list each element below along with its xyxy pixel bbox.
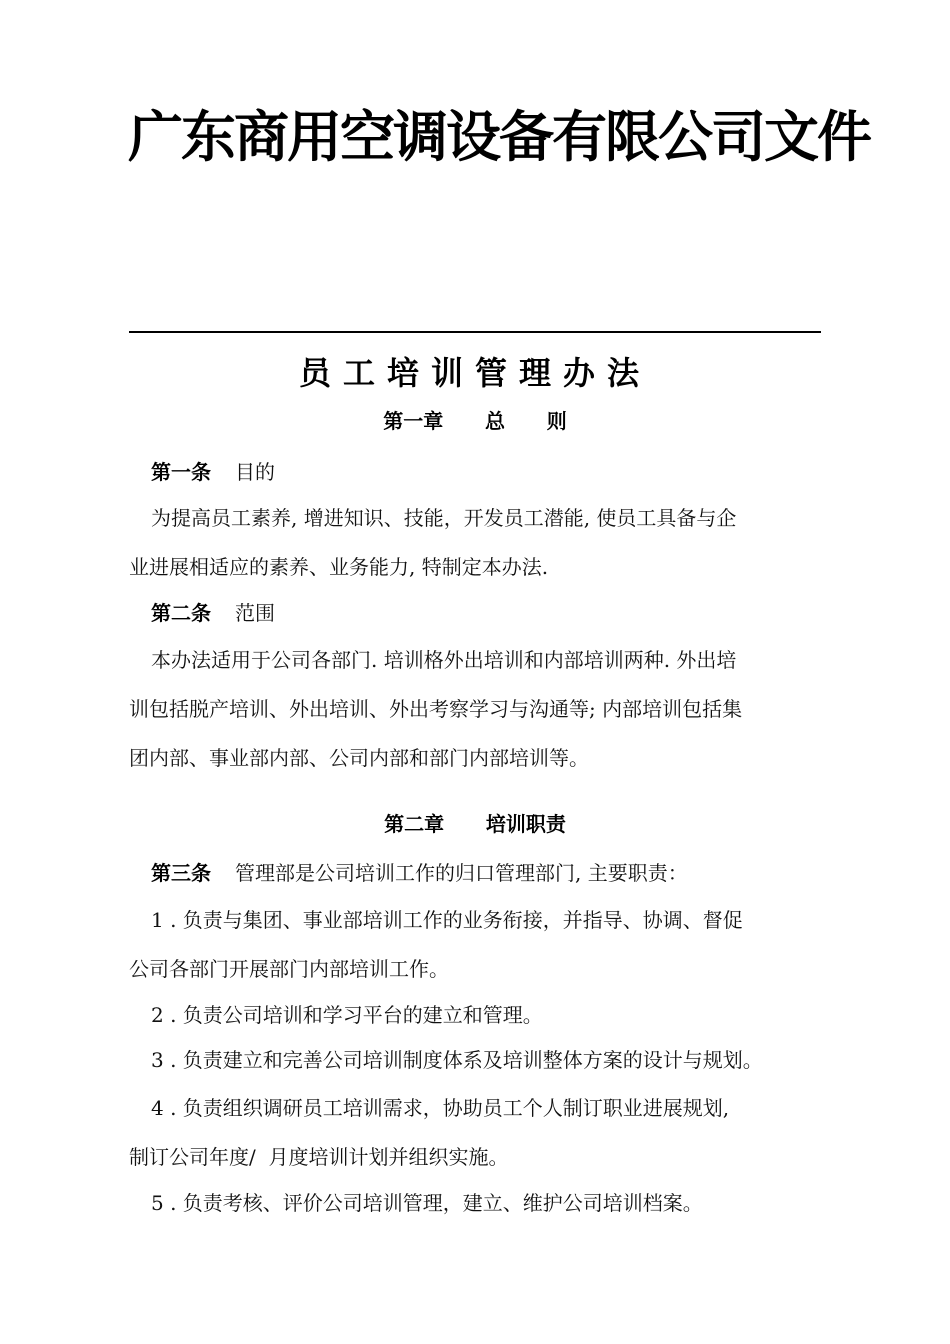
article-3-item-line: 制订公司年度/ 月度培训计划并组织实施。 [129,1145,509,1169]
document-title: 员工培训管理办法 [298,354,651,392]
article-3-item-line: 5 . 负责考核、评价公司培训管理，建立、维护公司培训档案。 [151,1191,703,1215]
article-3-label: 第三条 [151,861,211,885]
article-1-title: 目的 [235,460,275,484]
article-1-text-line: 为提高员工素养, 增进知识、技能，开发员工潜能, 使员工具备与企 [151,506,737,530]
article-2-text-line: 训包括脱产培训、外出培训、外出考察学习与沟通等; 内部培训包括集 [129,697,743,721]
header-divider [129,331,821,333]
article-3-item-line: 4 . 负责组织调研员工培训需求，协助员工个人制订职业进展规划, [151,1096,730,1120]
article-2-heading [151,598,275,628]
article-2-text-line: 本办法适用于公司各部门. 培训格外出培训和内部培训两种. 外出培 [151,648,737,672]
article-3-item-line: 1 . 负责与集团、事业部培训工作的业务衔接，并指导、协调、督促 [151,908,743,932]
article-3-title: 管理部是公司培训工作的归口管理部门, 主要职责： [235,861,688,885]
article-1-label: 第一条 [151,460,211,484]
article-1-heading [151,457,275,487]
article-2-text-line: 团内部、事业部内部、公司内部和部门内部培训等。 [129,746,589,770]
article-3-item-line: 3 . 负责建立和完善公司培训制度体系及培训整体方案的设计与规划。 [151,1048,763,1072]
article-1-text-line: 业进展相适应的素养、业务能力, 特制定本办法. [129,555,549,579]
article-2-title: 范围 [235,601,275,625]
company-header-title: 广东商用空调设备有限公司文件 [128,105,871,169]
article-2-label: 第二条 [151,601,211,625]
article-3-heading [151,858,688,888]
chapter-1-heading: 第一章 总 则 [383,409,567,433]
article-3-item-line: 公司各部门开展部门内部培训工作。 [129,957,449,981]
article-3-item-line: 2 . 负责公司培训和学习平台的建立和管理。 [151,1003,543,1027]
chapter-2-heading: 第二章 培训职责 [384,812,566,836]
